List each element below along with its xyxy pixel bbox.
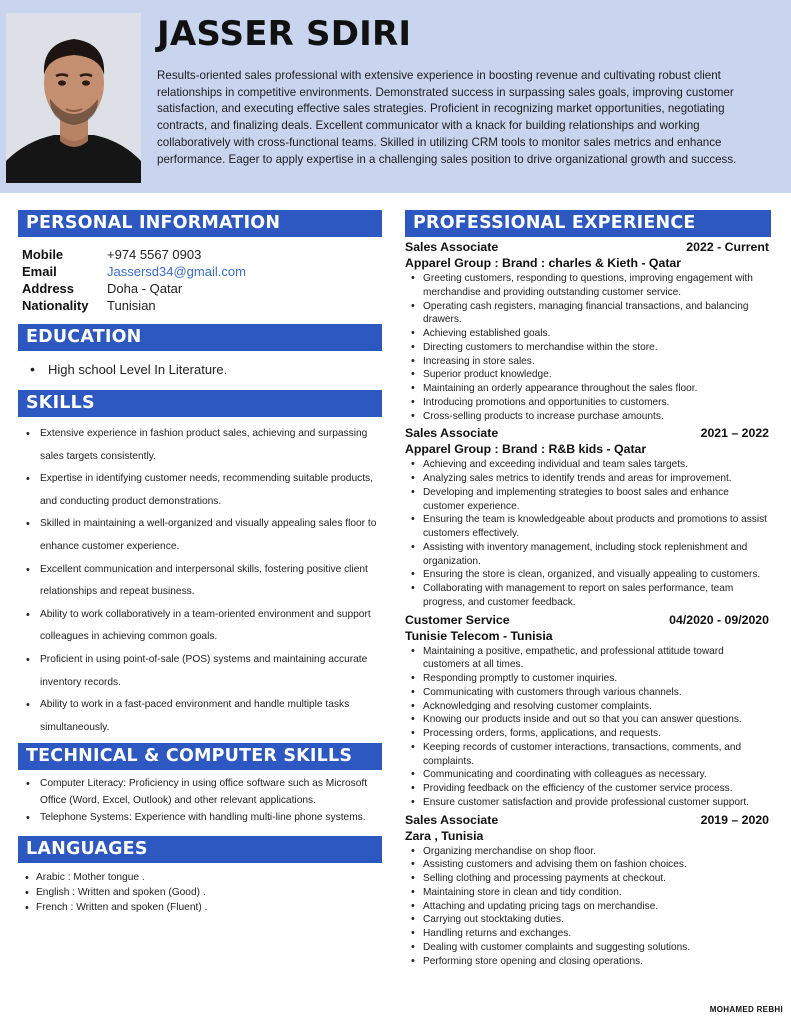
list-item: • Maintaining an orderly appearance throughout the sales floor.	[405, 382, 771, 396]
job-entry	[405, 613, 771, 810]
job-company: Apparel Group : Brand : charles & Kieth - Qatar	[405, 256, 682, 270]
personal-info-row	[22, 280, 382, 297]
list-item: • Analyzing sales metrics to identify trends and areas for improvement.	[405, 472, 771, 486]
job-role: Sales Associate	[405, 240, 499, 254]
list-item: • Responding promptly to customer inquiries.	[405, 672, 771, 686]
job-duties	[405, 272, 771, 423]
list-item: • Increasing in store sales.	[405, 355, 771, 369]
job-dates: 2022 - Current	[686, 240, 769, 254]
job-role: Customer Service	[405, 612, 510, 627]
personal-info-list	[22, 246, 382, 314]
skills-list	[22, 423, 382, 739]
list-item: • French : Written and spoken (Fluent) .	[22, 901, 382, 916]
section-title-personal: PERSONAL INFORMATION	[18, 210, 382, 237]
job-company: Zara , Tunisia	[405, 828, 484, 843]
list-item: • Ability to work collaboratively in a team-oriented environment and support colleagues in achieving common goals.	[22, 604, 382, 649]
list-item: • Operating cash registers, managing financial transactions, and balancing drawers.	[405, 300, 771, 328]
personal-info-row	[22, 263, 382, 280]
profile-portrait-icon	[6, 13, 141, 183]
personal-info-row	[22, 246, 382, 263]
job-role: Sales Associate	[405, 426, 499, 441]
list-item: • Cross-selling products to increase purchase amounts.	[405, 410, 771, 424]
list-item: • Ability to work in a fast-paced environment and handle multiple tasks simultaneously.	[22, 694, 382, 739]
section-title-experience: PROFESSIONAL EXPERIENCE	[405, 210, 771, 237]
list-item: • Processing orders, forms, applications, and requests.	[405, 727, 771, 741]
job-company: Apparel Group : Brand : R&B kids - Qatar	[405, 442, 647, 457]
job-duties	[405, 645, 771, 810]
list-item: • Attaching and updating pricing tags on merchandise.	[405, 900, 771, 914]
section-title-skills: SKILLS	[18, 390, 382, 417]
list-item: • Telephone Systems: Experience with handling multi-line phone systems.	[22, 810, 382, 827]
job-header	[405, 240, 771, 255]
list-item: • Superior product knowledge.	[405, 368, 771, 382]
list-item: • Selling clothing and processing payments at checkout.	[405, 872, 771, 886]
list-item: • Expertise in identifying customer needs, recommending suitable products, and conducting product demonstrations.	[22, 468, 382, 513]
section-title-education: EDUCATION	[18, 324, 382, 351]
list-item: • Developing and implementing strategies to boost sales and enhance customer experience.	[405, 486, 771, 514]
list-item: • Ensuring the store is clean, organized, and visually appealing to customers.	[405, 568, 771, 582]
info-label: Address	[22, 281, 75, 296]
job-role: Sales Associate	[405, 812, 499, 827]
list-item: • Computer Literacy: Proficiency in using office software such as Microsoft Office (Word, Excel, Outlook) and other relevant applications.	[22, 776, 382, 809]
personal-info-row	[22, 297, 382, 314]
job-dates: 2019 – 2020	[700, 812, 769, 827]
list-item: • Directing customers to merchandise within the store.	[405, 341, 771, 355]
list-item: • Carrying out stocktaking duties.	[405, 913, 771, 927]
list-item: • Assisting customers and advising them on fashion choices.	[405, 858, 771, 872]
email-link[interactable]: Jassersd34@gmail.com	[107, 264, 246, 279]
list-item: • Dealing with customer complaints and suggesting solutions.	[405, 941, 771, 955]
job-entry	[405, 426, 771, 609]
job-entry	[405, 240, 771, 423]
resume-header	[0, 0, 791, 193]
job-header	[405, 613, 771, 628]
list-item: • Ensuring the team is knowledgeable about products and promotions to assist customers effectively.	[405, 513, 771, 541]
list-item: • Performing store opening and closing operations.	[405, 955, 771, 969]
job-entry	[405, 813, 771, 969]
list-item: • Achieving and exceeding individual and team sales targets.	[405, 458, 771, 472]
list-item: • Collaborating with management to report on sales performance, team progress, and customer feedback.	[405, 582, 771, 610]
mobile-value: +974 5567 0903	[107, 247, 202, 262]
list-item: • Handling returns and exchanges.	[405, 927, 771, 941]
list-item: • Skilled in maintaining a well-organized and visually appealing sales floor to enhance customer experience.	[22, 513, 382, 558]
profile-photo	[6, 13, 141, 183]
list-item: • Keeping records of customer interactions, transactions, comments, and complaints.	[405, 741, 771, 769]
section-title-technical: TECHNICAL & COMPUTER SKILLS	[18, 743, 382, 770]
list-item: • Maintaining a positive, empathetic, and professional attitude toward customers at all times.	[405, 645, 771, 673]
info-label: Nationality	[22, 298, 89, 313]
job-dates: 04/2020 - 09/2020	[669, 612, 769, 627]
list-item: • Providing feedback on the efficiency of the customer service process.	[405, 782, 771, 796]
list-item: • Proficient in using point-of-sale (POS) systems and maintaining accurate inventory records.	[22, 649, 382, 694]
candidate-name: JASSER SDIRI	[157, 14, 412, 54]
technical-skills-list	[22, 776, 382, 826]
list-item: • Achieving established goals.	[405, 327, 771, 341]
list-item: • High school Level In Literature.	[26, 361, 382, 378]
list-item: • Introducing promotions and opportunities to customers.	[405, 396, 771, 410]
list-item: • Greeting customers, responding to questions, improving engagement with merchandise and providing outstanding customer service.	[405, 272, 771, 300]
list-item: • Excellent communication and interpersonal skills, fostering positive client relationships and repeat business.	[22, 559, 382, 604]
job-duties	[405, 845, 771, 969]
education-list	[26, 361, 382, 378]
left-column	[18, 210, 382, 915]
job-header	[405, 426, 771, 441]
list-item: • Communicating and coordinating with colleagues as necessary.	[405, 768, 771, 782]
list-item: • Assisting with inventory management, including stock replenishment and organization.	[405, 541, 771, 569]
list-item: • Organizing merchandise on shop floor.	[405, 845, 771, 859]
address-value: Doha - Qatar	[107, 281, 183, 296]
list-item: • Communicating with customers through various channels.	[405, 686, 771, 700]
list-item: • Arabic : Mother tongue .	[22, 871, 382, 886]
footer-author: MOHAMED REBHI	[709, 1005, 783, 1014]
job-dates: 2021 – 2022	[700, 426, 769, 441]
list-item: • Maintaining store in clean and tidy condition.	[405, 886, 771, 900]
list-item: • Ensure customer satisfaction and provide professional customer support.	[405, 796, 771, 810]
job-header	[405, 813, 771, 828]
section-title-languages: LANGUAGES	[18, 836, 382, 863]
list-item: • Acknowledging and resolving customer complaints.	[405, 700, 771, 714]
info-label: Mobile	[22, 247, 64, 262]
list-item: • English : Written and spoken (Good) .	[22, 886, 382, 901]
job-duties	[405, 458, 771, 609]
nationality-value: Tunisian	[107, 298, 156, 313]
info-label: Email	[22, 264, 57, 279]
languages-list	[22, 871, 382, 915]
profile-summary: Results-oriented sales professional with extensive experience in boosting revenue and cultivating robust client relationships in competitive environments. Demonstrated success in surpassing sales goals, improving customer satisfaction, and executing effective sales strategies. Proficient in recognizing market opportunities, negotiating contracts, and finalizing deals. Excellent communicator with a knack for building relationships and working collaboratively with cross-functional teams. Skilled in utilizing CRM tools to monitor sales metrics and enhance performance. Eager to apply expertise in a challenging sales position to drive organizational growth and success.	[157, 69, 737, 166]
right-column	[405, 210, 771, 968]
list-item: • Knowing our products inside and out so that you can answer questions.	[405, 713, 771, 727]
list-item: • Extensive experience in fashion product sales, achieving and surpassing sales targets consistently.	[22, 423, 382, 468]
job-company: Tunisie Telecom - Tunisia	[405, 628, 553, 643]
